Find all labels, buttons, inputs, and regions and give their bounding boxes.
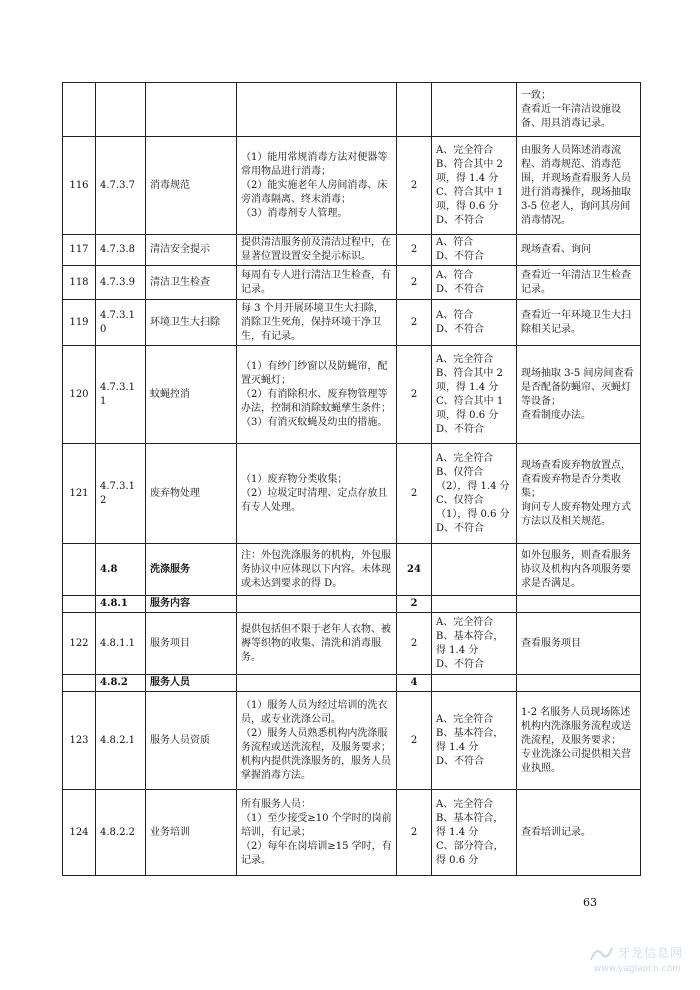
requirement-line: （1）废弃物分类收集； [241, 473, 348, 485]
table-row [63, 544, 641, 596]
score-cell [397, 83, 432, 137]
table-row [63, 444, 641, 544]
item-code-cell: 4.8.2 [96, 675, 146, 692]
table-row [63, 692, 641, 790]
item-name-cell: 服务人员 [146, 675, 237, 692]
row-number-cell: 117 [63, 235, 96, 266]
scoring-standard-line: D、不符合 [436, 283, 485, 295]
scoring-standard-line: A、完全符合 [436, 353, 494, 365]
item-name-cell: 环境卫生大扫除 [146, 300, 237, 346]
requirement-line: （2）每年在岗培训≥15 学时，有记录。 [241, 840, 392, 866]
row-number-cell [63, 83, 96, 137]
scoring-standard-line: A、符合 [436, 237, 474, 248]
evaluation-method-line: 查看近一年清洁设施设备、用具消毒记录。 [521, 103, 621, 129]
item-name-cell: 业务培训 [146, 790, 237, 876]
requirement-line: 每 3 个月开展环境卫生大扫除，消除卫生死角，保持环境干净卫生，有记录。 [241, 302, 384, 342]
scoring-standard-line: A、完全符合 [436, 144, 494, 156]
evaluation-method-line: 现场查看废弃物放置点，查看废弃物是否分类收集； [521, 459, 631, 499]
requirement-cell [237, 137, 397, 235]
item-code-cell: 4.7.3.8 [96, 235, 146, 266]
requirement-cell [237, 266, 397, 300]
scoring-standard-line: B、基本符合，得 1.4 分 [436, 812, 504, 838]
item-code-cell: 4.8 [96, 544, 146, 596]
requirement-line: 所有服务人员： [241, 798, 311, 810]
row-number-cell [63, 675, 96, 692]
item-code-cell: 4.7.3.7 [96, 137, 146, 235]
requirement-line: 注：外包洗涤服务的机构，外包服务协议中应体现以下内容。未体现或未达到要求的得 D。 [241, 549, 391, 589]
item-name-cell: 清洁安全提示 [146, 235, 237, 266]
requirement-line: （2）有消除积水、废弃物管理等办法，控制和消除蚊蝇孳生条件； [241, 388, 391, 414]
row-number-cell: 118 [63, 266, 96, 300]
requirement-line: （1）服务人员为经过培训的洗衣员，或专业洗涤公司。 [241, 699, 388, 725]
evaluation-method-line: 查看近一年环境卫生大扫除相关记录。 [521, 309, 631, 335]
item-name-cell: 废弃物处理 [146, 444, 237, 544]
evaluation-method-cell [517, 235, 641, 266]
table-row [63, 675, 641, 692]
evaluation-method-line: 查看制度办法。 [521, 409, 591, 421]
item-code-cell: 4.7.3.10 [96, 300, 146, 346]
scoring-standard-cell [432, 266, 517, 300]
scoring-standard-line: B、符合其中 2 项，得 1.4 分 [436, 158, 503, 184]
item-name-cell: 洗涤服务 [146, 544, 237, 596]
row-number-cell [63, 544, 96, 596]
item-code-cell: 4.8.1 [96, 596, 146, 613]
page-number: 63 [583, 896, 597, 909]
score-cell: 2 [397, 266, 432, 300]
scoring-standard-line: D、不符合 [436, 658, 485, 670]
evaluation-method-line: 现场查看、询问 [521, 244, 591, 255]
evaluation-method-line: 查看服务项目 [521, 637, 581, 649]
evaluation-table [62, 82, 641, 876]
row-number-cell: 122 [63, 613, 96, 675]
scoring-standard-cell [432, 346, 517, 444]
score-cell: 2 [397, 613, 432, 675]
scoring-standard-line: A、完全符合 [436, 452, 494, 464]
requirement-cell [237, 675, 397, 692]
requirement-line: （1）有纱门纱窗以及防蝇帘，配置灭蝇灯； [241, 360, 388, 386]
requirement-cell [237, 692, 397, 790]
score-cell: 2 [397, 137, 432, 235]
table-row [63, 596, 641, 613]
score-cell: 4 [397, 675, 432, 692]
requirement-cell [237, 790, 397, 876]
requirement-line: （2）服务人员熟悉机构内洗涤服务流程或送洗流程，及服务要求；机构内提供洗涤服务的，服务人员掌握消毒方法。 [241, 727, 391, 781]
evaluation-method-line: 查看近一年清洁卫生检查记录。 [521, 269, 631, 295]
requirement-cell [237, 596, 397, 613]
score-cell: 2 [397, 692, 432, 790]
item-code-cell [96, 83, 146, 137]
score-cell: 2 [397, 790, 432, 876]
scoring-standard-cell [432, 544, 517, 596]
requirement-line: （2）垃圾定时清理、定点存放且有专人处理。 [241, 487, 388, 513]
scoring-standard-cell [432, 790, 517, 876]
requirement-line: （3）消毒剂专人管理。 [241, 207, 348, 219]
evaluation-method-line: 现场抽取 3-5 间房间查看是否配备防蝇帘、灭蝇灯等设备； [521, 367, 634, 407]
scoring-standard-line: C、符合其中 1 项，得 0.6 分 [436, 186, 504, 212]
score-cell: 2 [397, 596, 432, 613]
item-name-cell: 服务内容 [146, 596, 237, 613]
item-code-cell: 4.8.2.2 [96, 790, 146, 876]
scoring-standard-cell [432, 675, 517, 692]
evaluation-method-cell [517, 444, 641, 544]
evaluation-method-cell [517, 83, 641, 137]
scoring-standard-line: D、不符合 [436, 423, 485, 435]
row-number-cell: 120 [63, 346, 96, 444]
row-number-cell: 116 [63, 137, 96, 235]
evaluation-method-cell [517, 675, 641, 692]
item-code-cell: 4.8.1.1 [96, 613, 146, 675]
table-row [63, 300, 641, 346]
requirement-line: 提供清洁服务前及清洁过程中，在显著位置设置安全提示标识。 [241, 237, 391, 262]
watermark-url: www.yaglaocn.com [594, 964, 681, 974]
table-row [63, 137, 641, 235]
scoring-standard-line: B、基本符合，得 1.4 分 [436, 727, 504, 753]
table-row [63, 346, 641, 444]
requirement-line: （3）有消灭蚊蝇及幼虫的措施。 [241, 416, 388, 428]
evaluation-method-cell [517, 613, 641, 675]
scoring-standard-line: D、不符合 [436, 323, 485, 335]
scoring-standard-line: C、仅符合（1），得 0.6 分 [436, 494, 510, 520]
scoring-standard-cell [432, 137, 517, 235]
row-number-cell: 119 [63, 300, 96, 346]
table-row [63, 83, 641, 137]
scoring-standard-cell [432, 444, 517, 544]
scoring-standard-line: D、不符合 [436, 522, 485, 534]
evaluation-method-line: 专业洗涤公司提供相关营业执照。 [521, 748, 631, 774]
scoring-standard-line: A、完全符合 [436, 713, 494, 725]
scoring-standard-cell [432, 692, 517, 790]
scoring-standard-cell [432, 596, 517, 613]
evaluation-method-cell [517, 692, 641, 790]
evaluation-method-line: 1-2 名服务人员现场陈述机构内洗涤服务流程或送洗流程，及服务要求； [521, 706, 631, 746]
item-name-cell [146, 83, 237, 137]
row-number-cell: 121 [63, 444, 96, 544]
evaluation-method-cell [517, 137, 641, 235]
score-cell: 24 [397, 544, 432, 596]
evaluation-method-line: 查看培训记录。 [521, 826, 591, 838]
item-name-cell: 清洁卫生检查 [146, 266, 237, 300]
item-name-cell: 服务人员资质 [146, 692, 237, 790]
table-row [63, 613, 641, 675]
item-name-cell: 服务项目 [146, 613, 237, 675]
evaluation-method-line: 由服务人员陈述消毒流程、消毒规范、消毒范围，并现场查看服务人员进行消毒操作，现场抽取 3-5 位老人，询问其房间消毒情况。 [521, 144, 631, 226]
requirement-line: （2）能实施老年人房间消毒、床旁消毒隔离、终末消毒； [241, 179, 388, 205]
requirement-line: （1）至少接受≥10 个学时的岗前培训，有记录； [241, 812, 392, 838]
evaluation-method-line: 如外包服务，则查看服务协议及机构内各项服务要求是否满足。 [521, 549, 631, 589]
requirement-line: （1）能用常规消毒方法对便器等常用物品进行消毒； [241, 151, 388, 177]
item-code-cell: 4.7.3.9 [96, 266, 146, 300]
item-code-cell: 4.7.3.11 [96, 346, 146, 444]
evaluation-method-line: 一致； [521, 89, 551, 101]
scoring-standard-line: B、仅符合（2），得 1.4 分 [436, 466, 510, 492]
scoring-standard-line: A、完全符合 [436, 798, 494, 810]
score-cell: 2 [397, 444, 432, 544]
scoring-standard-cell [432, 613, 517, 675]
scoring-standard-line: D、不符合 [436, 755, 485, 767]
item-name-cell: 蚊蝇控消 [146, 346, 237, 444]
row-number-cell: 124 [63, 790, 96, 876]
requirement-cell [237, 444, 397, 544]
evaluation-method-cell [517, 346, 641, 444]
scoring-standard-cell [432, 83, 517, 137]
scoring-standard-line: B、符合其中 2 项，得 1.4 分 [436, 367, 503, 393]
requirement-line: 每周有专人进行清洁卫生检查，有记录。 [241, 269, 391, 295]
evaluation-method-line: 询问专人废弃物处理方式方法以及相关规范。 [521, 501, 631, 527]
item-code-cell: 4.7.3.12 [96, 444, 146, 544]
requirement-cell [237, 613, 397, 675]
row-number-cell [63, 596, 96, 613]
scoring-standard-line: B、基本符合，得 1.4 分 [436, 630, 504, 656]
table-row [63, 235, 641, 266]
evaluation-method-cell [517, 544, 641, 596]
score-cell: 2 [397, 235, 432, 266]
scoring-standard-line: D、不符合 [436, 214, 485, 226]
table-row [63, 266, 641, 300]
score-cell: 2 [397, 346, 432, 444]
requirement-cell [237, 235, 397, 266]
scoring-standard-cell [432, 300, 517, 346]
scoring-standard-cell [432, 235, 517, 266]
scoring-standard-line: C、部分符合，得 0.6 分 [436, 840, 504, 866]
scoring-standard-line: A、符合 [436, 309, 474, 321]
scoring-standard-line: C、符合其中 1 项，得 0.6 分 [436, 395, 504, 421]
scoring-standard-line: A、完全符合 [436, 616, 494, 628]
requirement-cell [237, 300, 397, 346]
watermark-name: 牙龙信息网 [618, 946, 684, 960]
evaluation-method-cell [517, 596, 641, 613]
table-row [63, 790, 641, 876]
scoring-standard-line: A、符合 [436, 269, 474, 281]
watermark [588, 944, 696, 984]
item-code-cell: 4.8.2.1 [96, 692, 146, 790]
item-name-cell: 消毒规范 [146, 137, 237, 235]
scoring-standard-line: D、不符合 [436, 251, 485, 262]
requirement-cell [237, 544, 397, 596]
evaluation-method-cell [517, 266, 641, 300]
row-number-cell: 123 [63, 692, 96, 790]
evaluation-method-cell [517, 300, 641, 346]
watermark-logo-icon [588, 944, 614, 964]
requirement-cell [237, 346, 397, 444]
evaluation-method-cell [517, 790, 641, 876]
score-cell: 2 [397, 300, 432, 346]
requirement-cell [237, 83, 397, 137]
requirement-line: 提供包括但不限于老年人衣物、被褥等织物的收集、清洗和消毒服务。 [241, 623, 391, 663]
